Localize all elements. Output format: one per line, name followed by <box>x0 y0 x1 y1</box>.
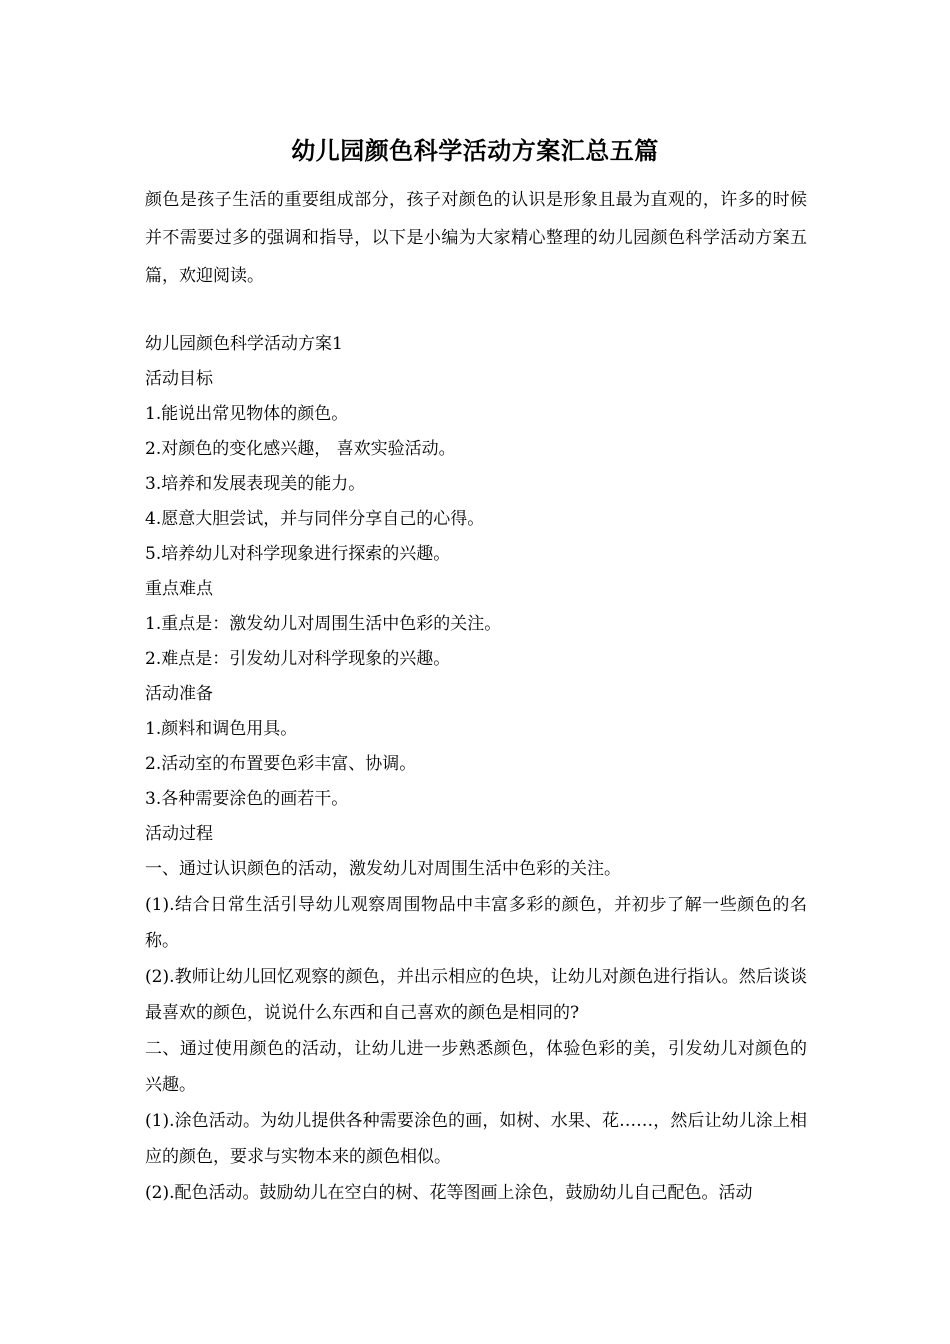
intro-paragraph: 颜色是孩子生活的重要组成部分，孩子对颜色的认识是形象且最为直观的，许多的时候并不需要过多的强调和指导，以下是小编为大家精心整理的幼儿园颜色科学活动方案五篇，欢迎阅读。 <box>145 190 807 286</box>
body-paragraph: (1).结合日常生活引导幼儿观察周围物品中丰富多彩的颜色，并初步了解一些颜色的名称。 <box>145 895 807 951</box>
subheading: 活动目标 <box>145 369 213 389</box>
list-item: 1.重点是：激发幼儿对周围生活中色彩的关注。 <box>145 614 502 634</box>
body-paragraph: (2).配色活动。鼓励幼儿在空白的树、花等图画上涂色，鼓励幼儿自己配色。活动 <box>145 1183 753 1203</box>
body-paragraph: (2).教师让幼儿回忆观察的颜色，并出示相应的色块，让幼儿对颜色进行指认。然后谈谈最喜欢的颜色，说说什么东西和自己喜欢的颜色是相同的? <box>145 967 807 1023</box>
list-item: 2.活动室的布置要色彩丰富、协调。 <box>145 754 417 774</box>
body-paragraph: 二、通过使用颜色的活动，让幼儿进一步熟悉颜色，体验色彩的美，引发幼儿对颜色的兴趣。 <box>145 1039 807 1095</box>
body-paragraph: (1).涂色活动。为幼儿提供各种需要涂色的画，如树、水果、花……，然后让幼儿涂上相应的颜色，要求与实物本来的颜色相似。 <box>145 1111 807 1167</box>
subheading: 活动准备 <box>145 684 213 704</box>
list-item: 3.各种需要涂色的画若干。 <box>145 789 349 809</box>
list-item: 5.培养幼儿对科学现象进行探索的兴趣。 <box>145 544 451 564</box>
document-body <box>145 327 807 1211</box>
list-item: 3.培养和发展表现美的能力。 <box>145 474 366 494</box>
subheading: 活动过程 <box>145 824 213 844</box>
list-item: 2.对颜色的变化感兴趣， 喜欢实验活动。 <box>145 439 456 459</box>
subheading: 重点难点 <box>145 579 213 599</box>
list-item: 1.颜料和调色用具。 <box>145 719 298 739</box>
document-title: 幼儿园颜色科学活动方案汇总五篇 <box>291 136 659 165</box>
list-item: 2.难点是：引发幼儿对科学现象的兴趣。 <box>145 649 451 669</box>
section-heading: 幼儿园颜色科学活动方案1 <box>145 334 343 354</box>
body-paragraph: 一、通过认识颜色的活动，激发幼儿对周围生活中色彩的关注。 <box>145 859 621 879</box>
list-item: 1.能说出常见物体的颜色。 <box>145 404 349 424</box>
list-item: 4.愿意大胆尝试，并与同伴分享自己的心得。 <box>145 509 485 529</box>
